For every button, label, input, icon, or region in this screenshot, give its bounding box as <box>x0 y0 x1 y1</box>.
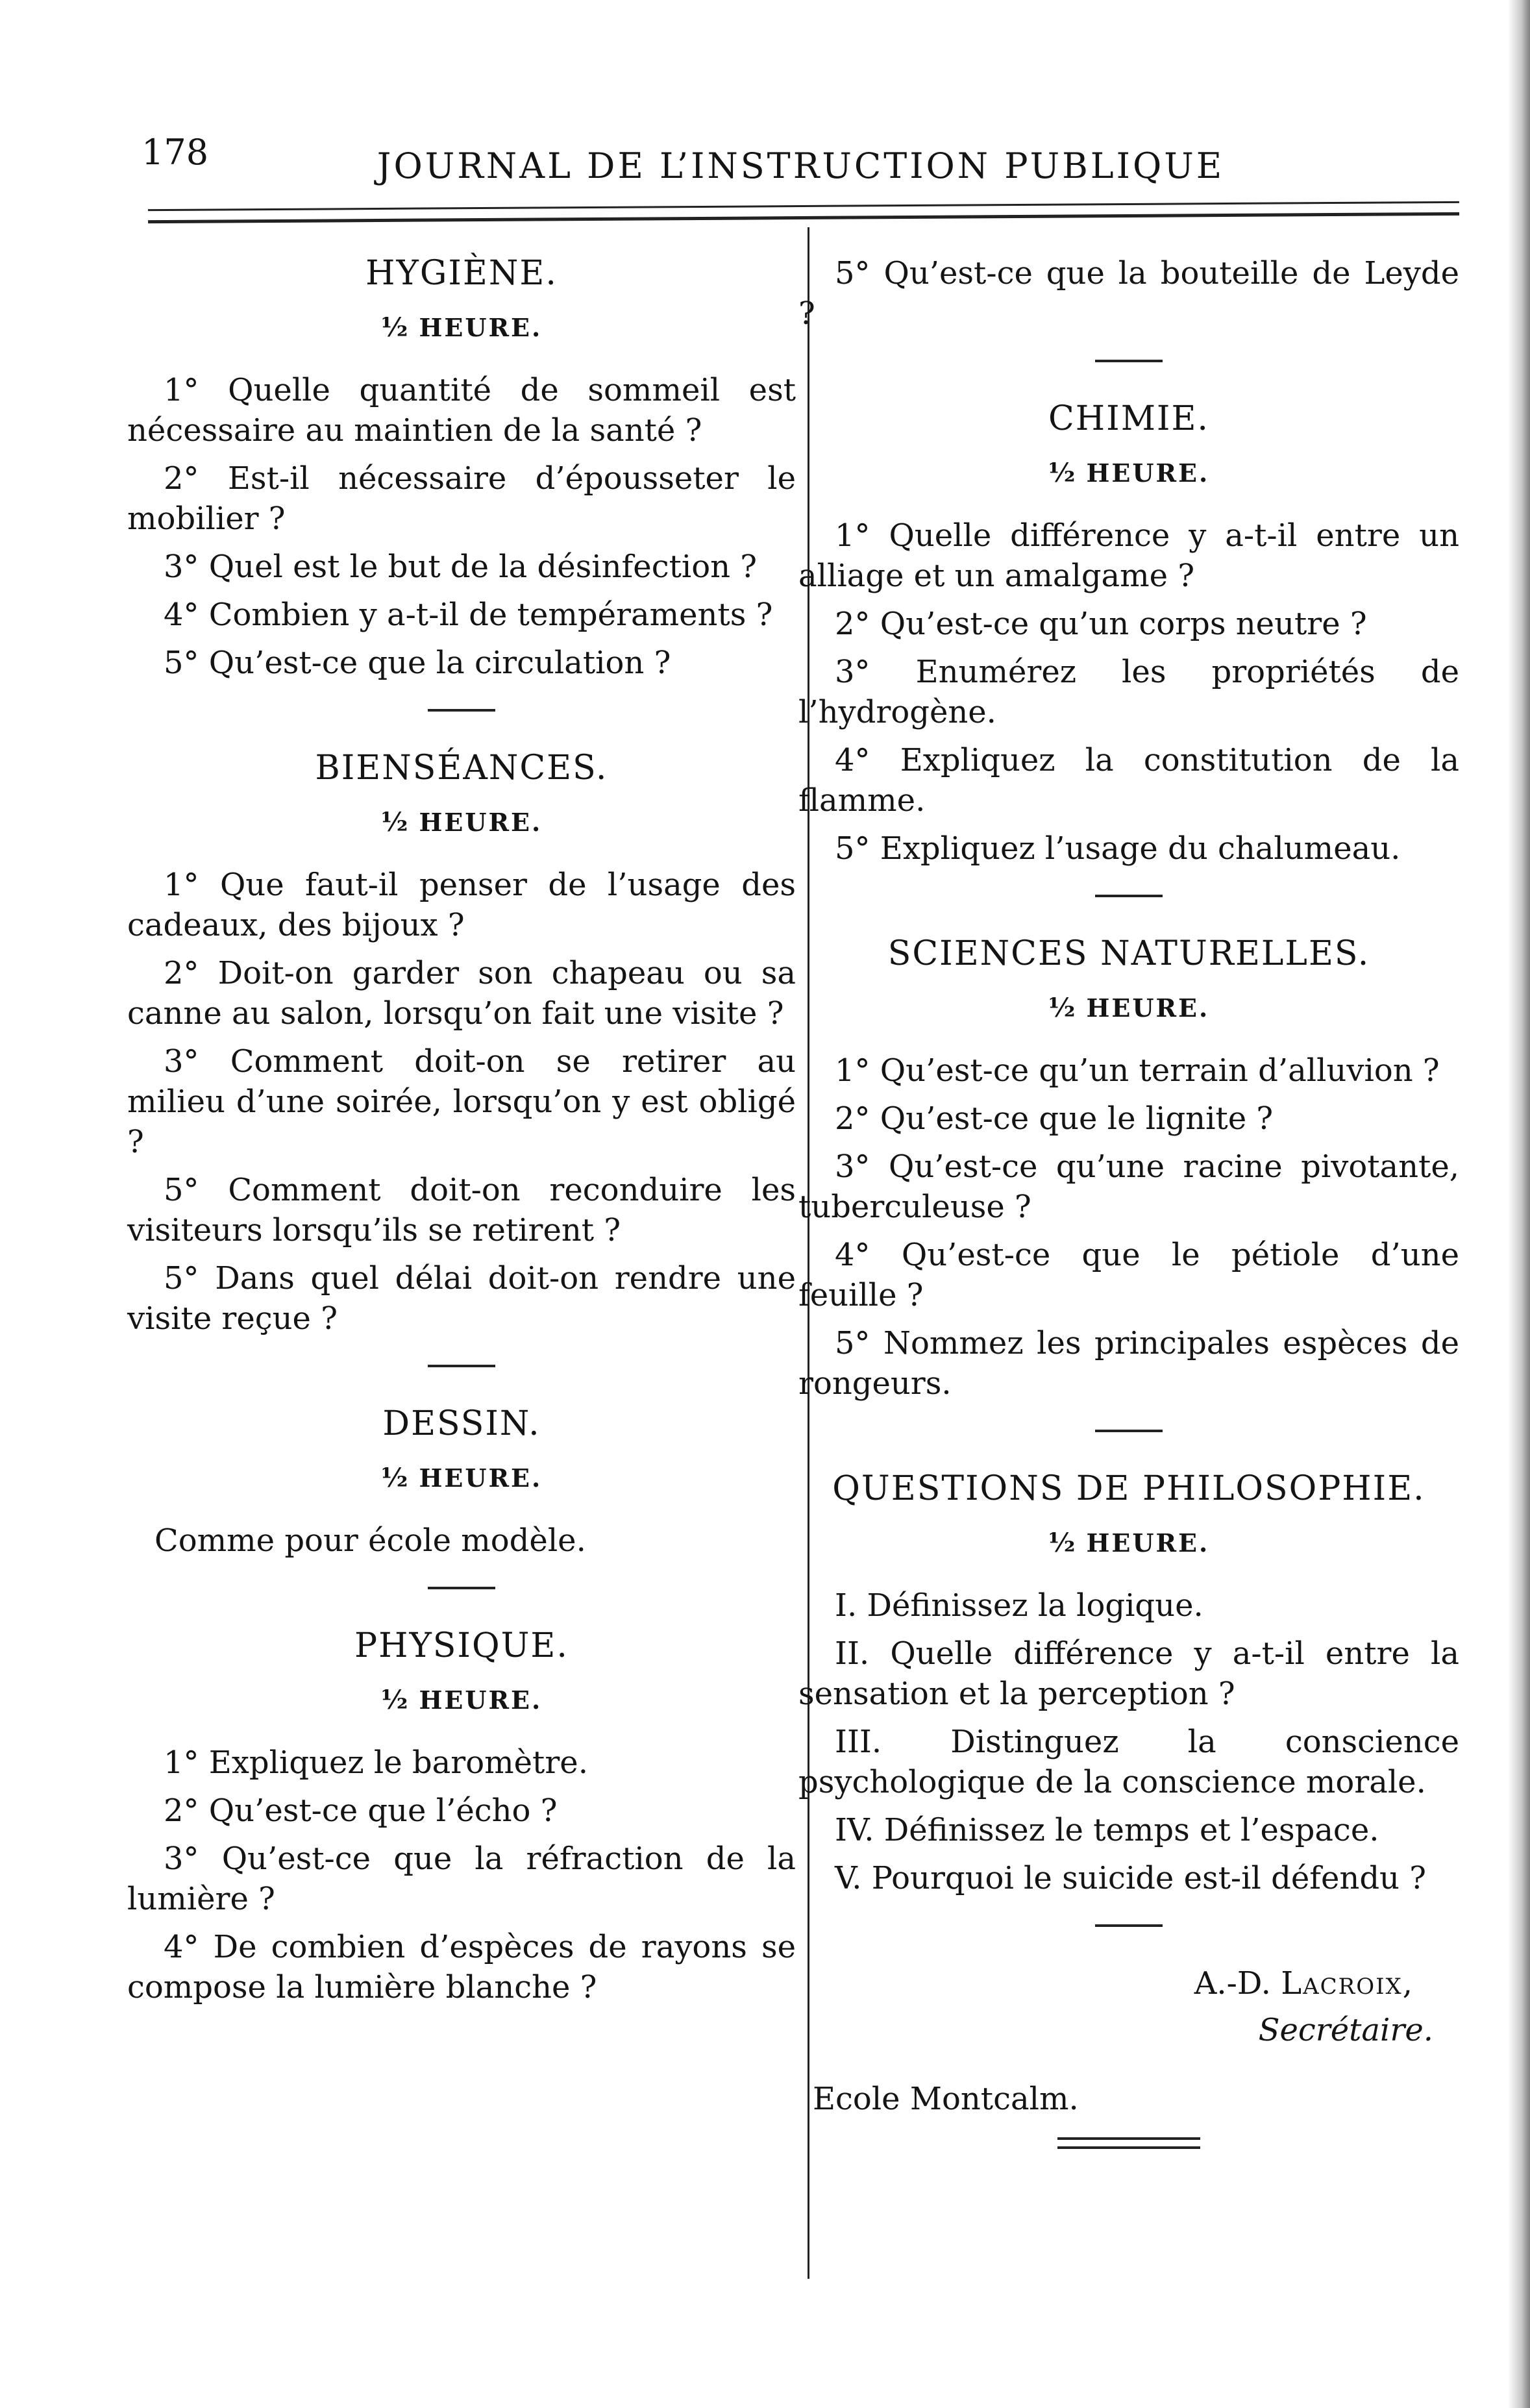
question: 3° Quel est le but de la désinfection ? <box>164 549 758 585</box>
question: 3° Qu’est-ce que la réfraction de la lumière ? <box>127 1841 796 1917</box>
section-separator <box>1095 1430 1163 1432</box>
section-duration: ½ HEURE. <box>380 807 543 838</box>
section-duration: ½ HEURE. <box>1048 458 1210 488</box>
signature-name: A.-D. Lacroix, <box>1194 1965 1414 2002</box>
section-dessin <box>127 1404 796 1561</box>
question: 4° Qu’est-ce que le pétiole d’une feuille ? <box>798 1237 1459 1313</box>
left-column <box>127 253 796 2015</box>
question: 5° Nommez les principales espèces de rongeurs. <box>798 1325 1459 1402</box>
question: 5° Qu’est-ce que la circulation ? <box>164 645 671 681</box>
section-duration: ½ HEURE. <box>380 312 543 343</box>
section-separator <box>1095 895 1163 897</box>
section-duration: ½ HEURE. <box>380 1463 543 1493</box>
section-duration: ½ HEURE. <box>1048 993 1210 1023</box>
question: III. Distinguez la conscience psychologique de la conscience morale. <box>798 1724 1459 1800</box>
header-rule <box>148 201 1459 223</box>
section-separator <box>428 1587 495 1589</box>
end-rule <box>1057 2137 1200 2149</box>
section-title: SCIENCES NATURELLES. <box>887 934 1370 973</box>
question: 1° Quelle quantité de sommeil est nécessaire au maintien de la santé ? <box>127 372 796 449</box>
question: 1° Expliquez le baromètre. <box>164 1744 588 1781</box>
section-duration: ½ HEURE. <box>1048 1528 1210 1558</box>
question: 5° Comment doit-on reconduire les visiteurs lorsqu’ils se retirent ? <box>127 1172 796 1248</box>
school-name: Ecole Montcalm. <box>813 2081 1079 2117</box>
right-column <box>798 253 1459 2149</box>
question: IV. Définissez le temps et l’espace. <box>835 1812 1379 1848</box>
question: V. Pourquoi le suicide est-il défendu ? <box>835 1860 1426 1896</box>
section-title: DESSIN. <box>382 1404 541 1443</box>
section-bienseances <box>127 748 796 1339</box>
section-separator <box>1095 360 1163 362</box>
question: I. Définissez la logique. <box>835 1587 1203 1624</box>
page-number: 178 <box>142 132 209 173</box>
section-sciences-naturelles <box>798 934 1459 1404</box>
question: 3° Comment doit-on se retirer au milieu d’une soirée, lorsqu’on y est obligé ? <box>127 1043 796 1160</box>
question: 5° Qu’est-ce que la bouteille de Leyde ? <box>798 255 1459 332</box>
question: 2° Qu’est-ce que l’écho ? <box>164 1793 558 1829</box>
question: 4° Combien y a-t-il de tempéraments ? <box>164 597 773 633</box>
section-title: PHYSIQUE. <box>354 1626 569 1665</box>
section-chimie <box>798 399 1459 869</box>
question: 3° Enumérez les propriétés de l’hydrogène. <box>798 654 1459 730</box>
section-separator <box>428 709 495 712</box>
question: II. Quelle différence y a-t-il entre la sensation et la perception ? <box>798 1635 1459 1712</box>
signature-role: Secrétaire. <box>1258 2012 1433 2048</box>
question: 1° Qu’est-ce qu’un terrain d’alluvion ? <box>835 1052 1440 1089</box>
section-note: Comme pour école modèle. <box>154 1522 586 1559</box>
section-duration: ½ HEURE. <box>380 1685 543 1715</box>
section-physique <box>127 1626 796 2007</box>
question: 4° Expliquez la constitution de la flamme. <box>798 742 1459 819</box>
question: 2° Est-il nécessaire d’épousseter le mobilier ? <box>127 460 796 537</box>
section-separator <box>428 1365 495 1367</box>
page-edge-shadow <box>1508 0 1530 2408</box>
section-title: CHIMIE. <box>1048 399 1209 438</box>
question: 2° Doit-on garder son chapeau ou sa canne au salon, lorsqu’on fait une visite ? <box>127 955 796 1032</box>
section-hygiene <box>127 253 796 683</box>
question: 3° Qu’est-ce qu’une racine pivotante, tuberculeuse ? <box>798 1148 1459 1225</box>
question: 5° Dans quel délai doit-on rendre une visite reçue ? <box>127 1260 796 1337</box>
section-title: QUESTIONS DE PHILOSOPHIE. <box>832 1469 1425 1508</box>
section-title: BIENSÉANCES. <box>315 749 608 788</box>
question: 1° Que faut-il penser de l’usage des cadeaux, des bijoux ? <box>127 867 796 943</box>
section-separator <box>1095 1924 1163 1927</box>
question: 2° Qu’est-ce qu’un corps neutre ? <box>835 606 1367 642</box>
section-title: HYGIÈNE. <box>365 254 558 293</box>
running-title: JOURNAL DE L’INSTRUCTION PUBLIQUE <box>376 145 1225 186</box>
question: 4° De combien d’espèces de rayons se compose la lumière blanche ? <box>127 1929 796 2005</box>
question: 5° Expliquez l’usage du chalumeau. <box>835 830 1401 867</box>
question: 1° Quelle différence y a-t-il entre un alliage et un amalgame ? <box>798 517 1459 594</box>
question: 2° Qu’est-ce que le lignite ? <box>835 1100 1274 1137</box>
section-philosophie <box>798 1469 1459 1898</box>
